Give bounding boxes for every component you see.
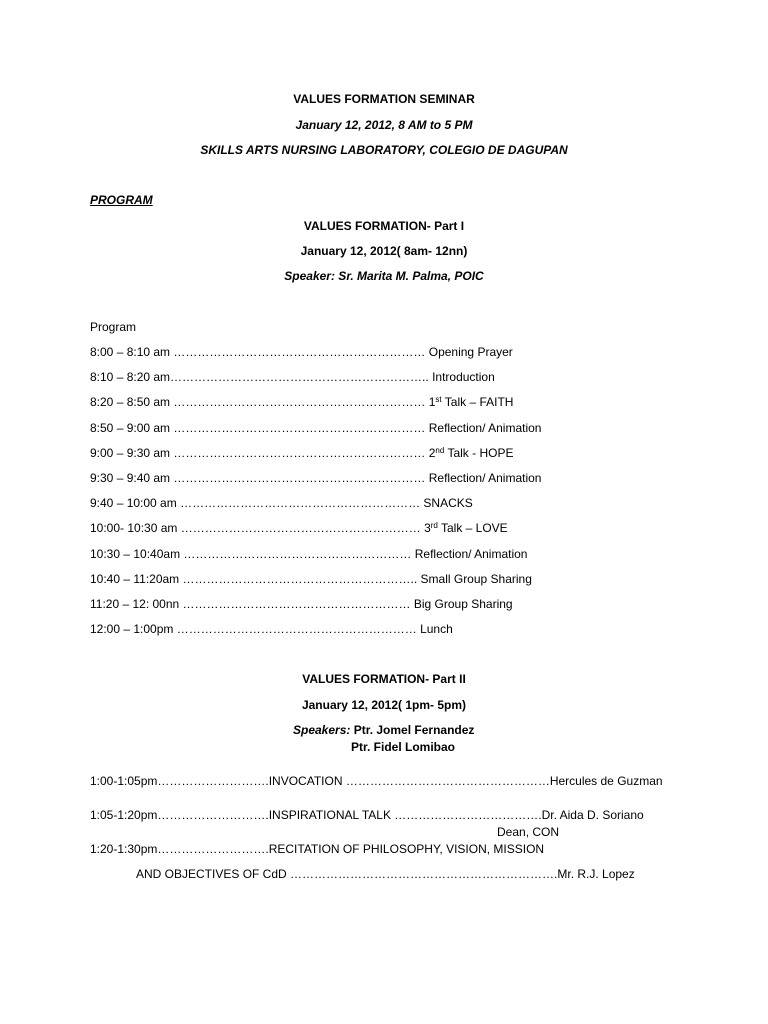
- speaker-name: Ptr. Jomel Fernandez: [350, 723, 475, 737]
- schedule-item: [90, 547, 527, 561]
- schedule-activity: Talk – FAITH: [441, 395, 514, 409]
- schedule-activity: Opening Prayer: [428, 345, 513, 359]
- schedule-time: 8:00 – 8:10 am ………………………………………………………: [90, 345, 429, 359]
- schedule-time: 11:20 – 12: 00nn …………………………………………………: [90, 597, 414, 611]
- schedule-time: 8:50 – 9:00 am ………………………………………………………: [90, 421, 429, 435]
- schedule-item: [90, 496, 473, 510]
- speaker-name: Ptr. Fidel Lomibao: [351, 740, 456, 754]
- speakers-label: Speakers:: [293, 723, 351, 737]
- schedule-activity: Introduction: [432, 370, 495, 384]
- ordinal-suffix: nd: [435, 446, 445, 455]
- schedule-time: 10:40 – 11:20am …………………………………………………..: [90, 572, 421, 586]
- schedule-time: 9:30 – 9:40 am ………………………………………………………: [90, 471, 429, 485]
- schedule-activity: SNACKS: [423, 496, 473, 510]
- schedule-item: [90, 597, 513, 611]
- schedule-time: 8:20 – 8:50 am ………………………………………………………: [90, 395, 429, 409]
- seminar-venue: SKILLS ARTS NURSING LABORATORY, COLEGIO DE DAGUPAN: [200, 143, 568, 157]
- ordinal-suffix: rd: [430, 521, 438, 530]
- schedule-time: 10:30 – 10:40am …………………………………………………: [90, 547, 415, 561]
- part2-date: January 12, 2012( 1pm- 5pm): [301, 698, 467, 712]
- schedule-activity: Talk – LOVE: [437, 521, 508, 535]
- ordinal-number: 3: [424, 521, 431, 535]
- schedule-activity: Small Group Sharing: [420, 572, 532, 586]
- schedule-item-continuation: Dean, CON: [497, 825, 560, 839]
- part1-speaker: Speaker: Sr. Marita M. Palma, POIC: [284, 269, 484, 283]
- program-label: Program: [90, 320, 137, 334]
- schedule-item: [90, 572, 532, 586]
- schedule-item: 1:05-1:20pm……………………….INSPIRATIONAL TALK ……………………………….Dr. Aida D. Soriano: [90, 808, 644, 822]
- schedule-time: 12:00 – 1:00pm ……………………………………………………: [90, 622, 421, 636]
- schedule-time: 9:00 – 9:30 am ………………………………………………………: [90, 446, 429, 460]
- schedule-item: [90, 471, 541, 485]
- schedule-item-continuation: AND OBJECTIVES OF CdD ………………………………………………………….Mr. R.J. Lopez: [136, 867, 635, 881]
- part1-date: January 12, 2012( 8am- 12nn): [300, 244, 468, 258]
- schedule-item: [90, 345, 513, 359]
- schedule-item: [90, 370, 495, 384]
- schedule-item: [90, 395, 513, 409]
- part2-title: VALUES FORMATION- Part II: [302, 672, 466, 686]
- ordinal-number: 1: [428, 395, 436, 409]
- seminar-title: VALUES FORMATION SEMINAR: [293, 92, 475, 106]
- part1-title: VALUES FORMATION- Part I: [303, 219, 465, 233]
- schedule-time: 8:10 – 8:20 am………………………………………………………..: [90, 370, 433, 384]
- part2-speakers: [293, 723, 474, 737]
- schedule-activity: Reflection/ Animation: [428, 471, 542, 485]
- schedule-item: [90, 446, 513, 460]
- schedule-activity: Talk - HOPE: [444, 446, 514, 460]
- seminar-date: January 12, 2012, 8 AM to 5 PM: [295, 118, 473, 132]
- schedule-activity: Lunch: [420, 622, 453, 636]
- schedule-item: [90, 622, 453, 636]
- schedule-activity: Reflection/ Animation: [428, 421, 542, 435]
- schedule-activity: Reflection/ Animation: [414, 547, 528, 561]
- ordinal-number: 2: [428, 446, 436, 460]
- schedule-item: [90, 521, 508, 535]
- schedule-item: [90, 421, 541, 435]
- schedule-time: 10:00- 10:30 am ……………………………………………………: [90, 521, 425, 535]
- program-heading: PROGRAM: [90, 193, 153, 207]
- schedule-item: 1:20-1:30pm……………………….RECITATION OF PHILOSOPHY, VISION, MISSION: [90, 842, 545, 856]
- schedule-item: 1:00-1:05pm……………………….INVOCATION ……………………………………………Hercules de Guzman: [90, 774, 663, 788]
- schedule-activity: Big Group Sharing: [413, 597, 513, 611]
- schedule-time: 9:40 – 10:00 am ……………………………………………………: [90, 496, 424, 510]
- ordinal-suffix: st: [435, 395, 442, 404]
